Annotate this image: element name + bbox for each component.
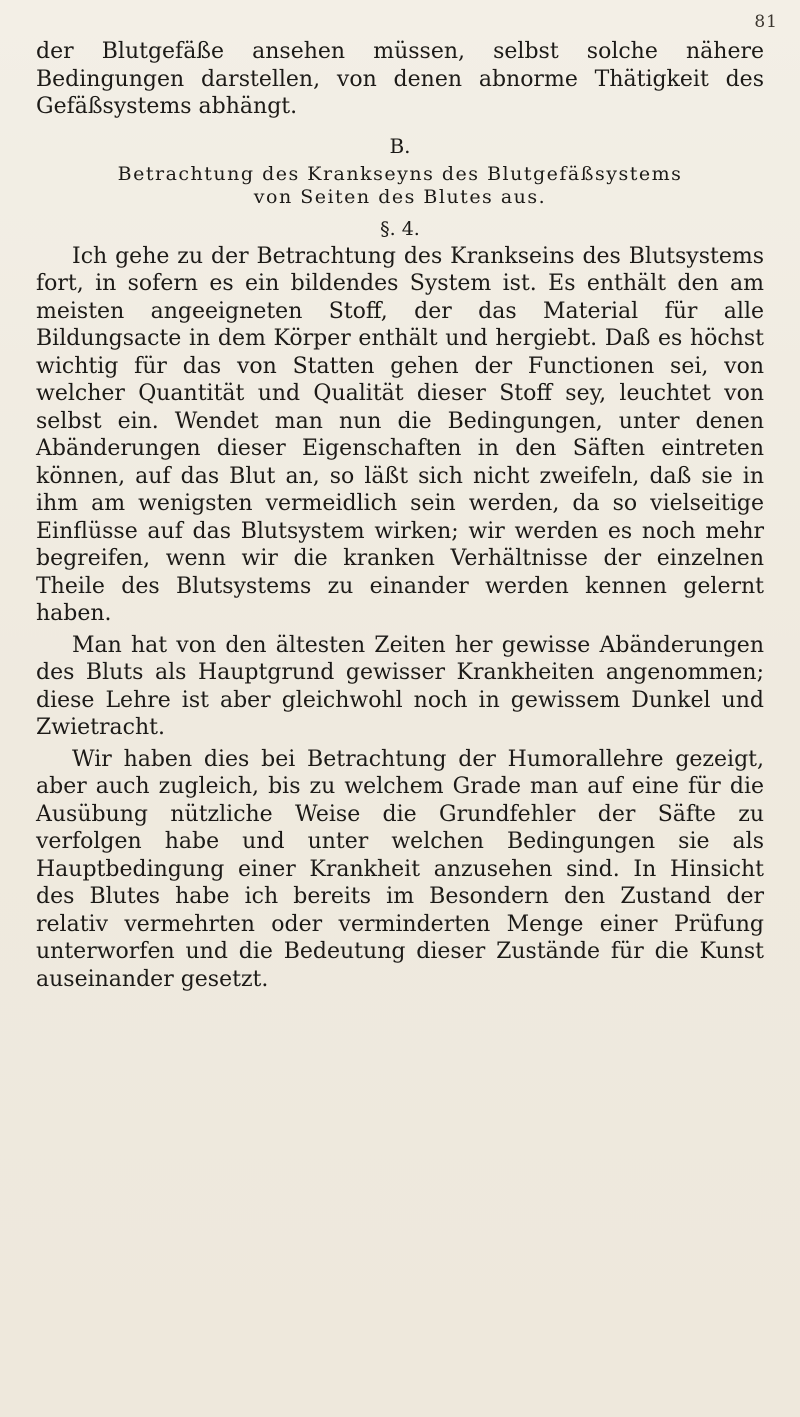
paragraph-number: §. 4. bbox=[380, 217, 420, 240]
section-title-line2: von Seiten des Blutes aus. bbox=[253, 185, 547, 208]
body-paragraph-2: Man hat von den ältesten Zeiten her gewisse Abänderungen des Bluts als Hauptgrund gewisser Krankheiten angenommen; diese Lehre ist aber gleichwohl noch in gewissem Dunkel und Zwietracht. bbox=[36, 632, 764, 740]
section-letter: B. bbox=[389, 133, 411, 158]
page-number: 81 bbox=[754, 12, 778, 32]
body-paragraph-3: Wir haben dies bei Betrachtung der Humorallehre gezeigt, aber auch zugleich, bis zu welchem Grade man auf eine für die Ausübung nützliche Weise die Grundfehler der Säfte zu verfolgen habe und unter welchen Bedingungen sie als Hauptbedingung einer Krankheit anzusehen sind. In Hinsicht des Blutes habe ich bereits im Besondern den Zustand der relativ vermehrten oder verminderten Menge einer Prüfung unterworfen und die Bedeutung dieser Zustände für die Kunst auseinander gesetzt. bbox=[36, 746, 764, 992]
intro-paragraph: der Blutgefäße ansehen müssen, selbst solche nähere Bedingungen darstellen, von denen abnorme Thätigkeit des Gefäßsystems abhängt. bbox=[36, 39, 764, 119]
section-title bbox=[36, 163, 764, 209]
page-content bbox=[36, 38, 764, 993]
body-paragraph-1: Ich gehe zu der Betrachtung des Krankseins des Blutsystems fort, in sofern es ein bildendes System ist. Es enthält den am meisten angeeigneten Stoff, der das Material für alle Bildungsacte in dem Körper enthält und hergiebt. Daß es höchst wichtig für das von Statten gehen der Functionen sei, von welcher Quantität und Qualität dieser Stoff sey, leuchtet von selbst ein. Wendet man nun die Bedingungen, unter denen Abänderungen dieser Eigenschaften in den Säften eintreten können, auf das Blut an, so läßt sich nicht zweifeln, daß sie in ihm am wenigsten vermeidlich sein werden, da so vielseitige Einflüsse auf das Blutsystem wirken; wir werden es noch mehr begreifen, wenn wir die kranken Verhältnisse der einzelnen Theile des Blutsystems zu einander werden kennen gelernt haben. bbox=[36, 243, 764, 626]
section-title-line1: Betrachtung des Krankseyns des Blutgefäßsystems bbox=[117, 162, 683, 185]
